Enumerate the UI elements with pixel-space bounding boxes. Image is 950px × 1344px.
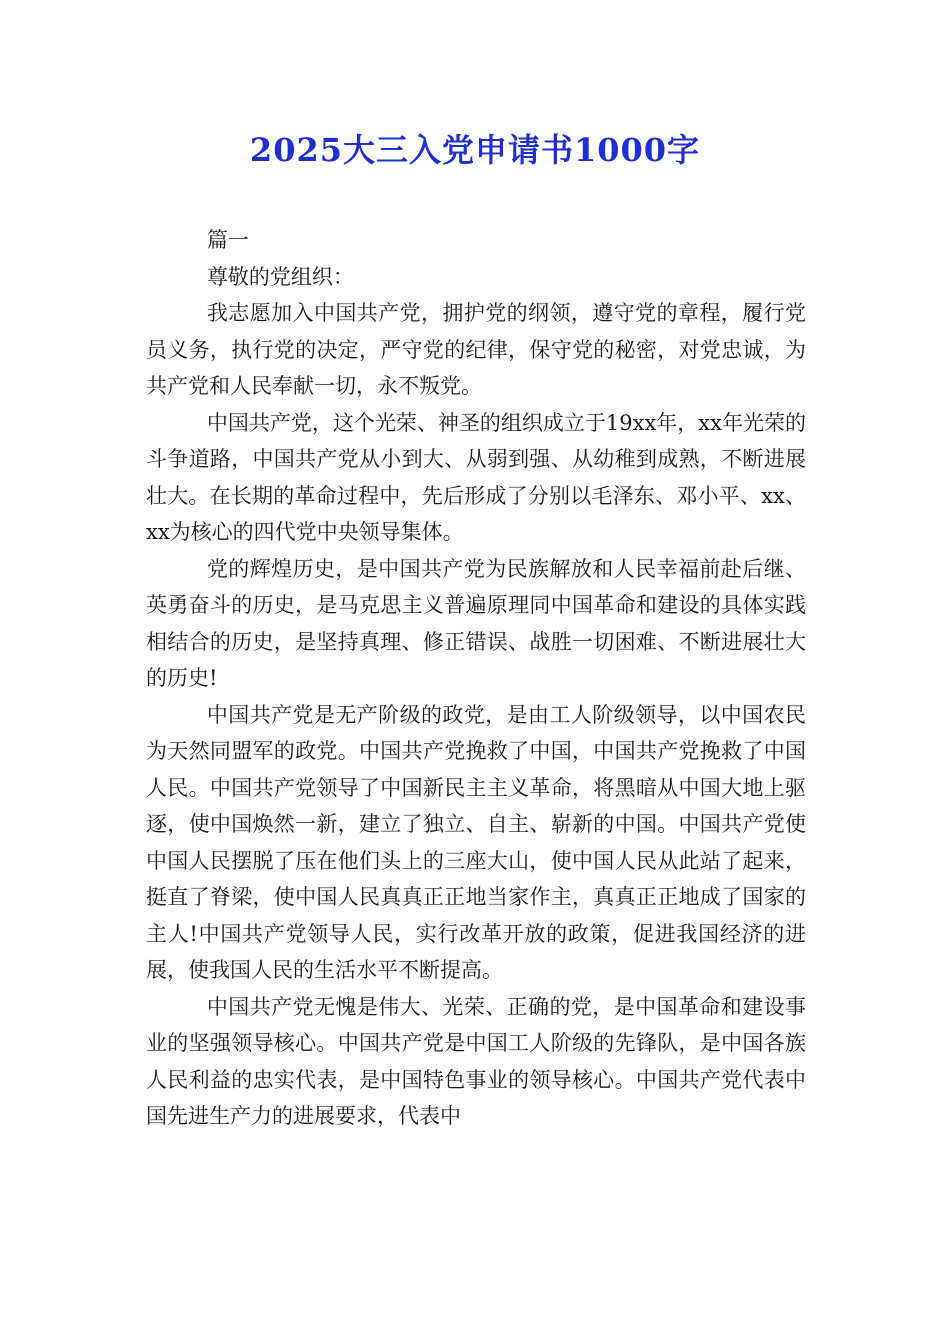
paragraph: 我志愿加入中国共产党，拥护党的纲领，遵守党的章程，履行党员义务，执行党的决定，严守党的纪律，保守党的秘密，对党忠诚，为共产党和人民奉献一切，永不叛党。 [146, 301, 806, 398]
paragraph: 中国共产党是无产阶级的政党，是由工人阶级领导，以中国农民为天然同盟军的政党。中国共产党挽救了中国，中国共产党挽救了中国人民。中国共产党领导了中国新民主主义革命，将黑暗从中国大地上驱逐，使中国焕然一新，建立了独立、自主、崭新的中国。中国共产党使中国人民摆脱了压在他们头上的三座大山，使中国人民从此站了起来，挺直了脊梁，使中国人民真真正正地当家作主，真真正正地成了国家的主人!中国共产党领导人民，实行改革开放的政策，促进我国经济的进展，使我国人民的生活水平不断提高。 [146, 702, 806, 982]
document-body [146, 222, 806, 1135]
document-title: 2025大三入党申请书1000字 [249, 131, 701, 169]
section-label: 篇一 [206, 228, 249, 252]
salutation: 尊敬的党组织： [206, 264, 354, 289]
paragraph: 党的辉煌历史，是中国共产党为民族解放和人民幸福前赴后继、英勇奋斗的历史，是马克思主义普遍原理同中国革命和建设的具体实践相结合的历史，是坚持真理、修正错误、战胜一切困难、不断进展壮大的历史! [146, 556, 806, 690]
paragraph: 中国共产党，这个光荣、神圣的组织成立于19xx年，xx年光荣的斗争道路，中国共产党从小到大、从弱到强、从幼稚到成熟，不断进展壮大。在长期的革命过程中，先后形成了分别以毛泽东、邓小平、xx、xx为核心的四代党中央领导集体。 [146, 410, 806, 544]
paragraph: 中国共产党无愧是伟大、光荣、正确的党，是中国革命和建设事业的坚强领导核心。中国共产党是中国工人阶级的先锋队，是中国各族人民利益的忠实代表，是中国特色事业的领导核心。中国共产党代表中国先进生产力的进展要求，代表中 [146, 994, 806, 1128]
